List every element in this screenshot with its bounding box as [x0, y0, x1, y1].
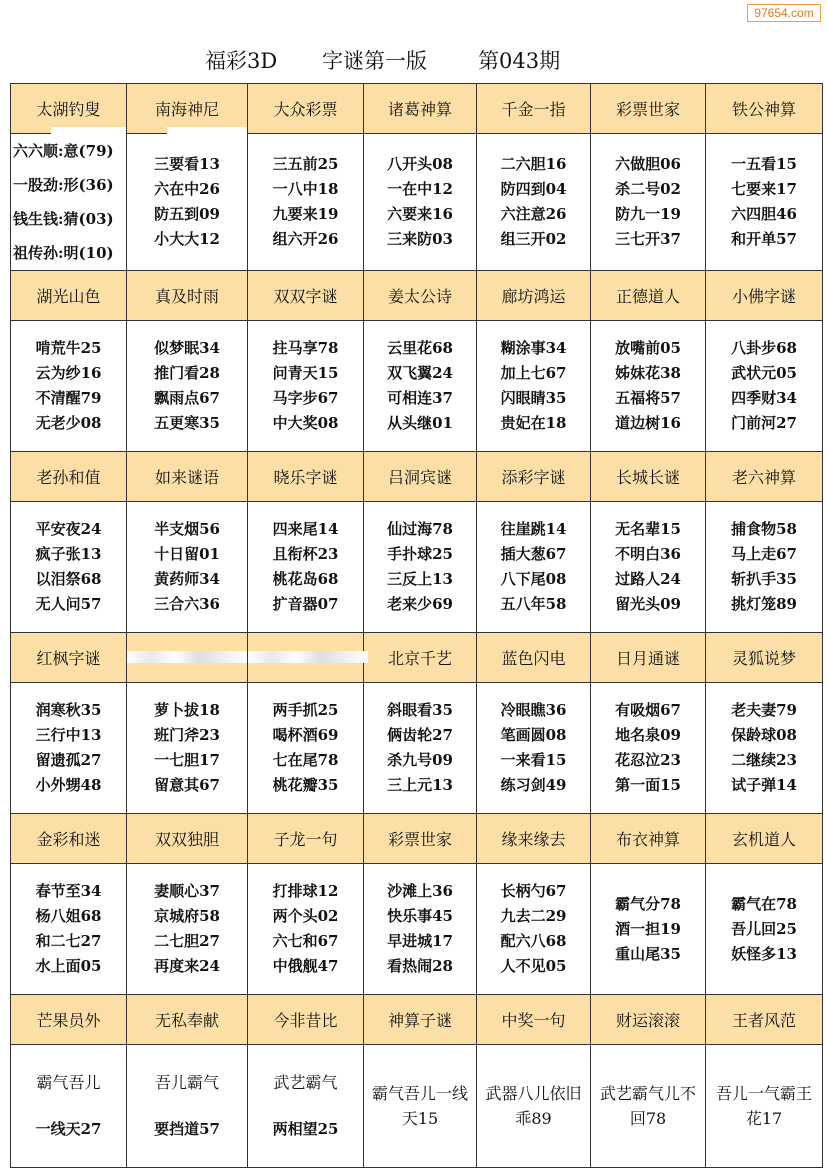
- riddle-line: 三行中13: [35, 726, 102, 744]
- riddle-cell: [477, 321, 591, 452]
- riddle-line: 二六胆16: [500, 155, 567, 173]
- riddle-line: 桃花岛68: [272, 570, 339, 588]
- riddle-cell: [364, 321, 477, 452]
- riddle-cell: [248, 683, 364, 814]
- riddle-line: 祖传孙:明(10): [13, 244, 114, 262]
- column-header: 双双字谜: [248, 271, 364, 321]
- riddle-line: 长柄勺67: [500, 882, 567, 900]
- column-header: 缘来缘去: [477, 814, 591, 864]
- column-header: 红枫字谜: [11, 633, 127, 683]
- column-header: 南海神尼: [127, 84, 248, 134]
- riddle-cell: [706, 1045, 823, 1168]
- column-header: 王者风范: [706, 995, 823, 1045]
- riddle-line: 加上七67: [500, 364, 567, 382]
- riddle-line: 试子弹14: [731, 776, 797, 794]
- riddle-line: 看热闹28: [387, 957, 453, 975]
- column-header: 廊坊鸿运: [477, 271, 591, 321]
- riddle-line: 似梦眠34: [154, 339, 220, 357]
- riddle-cell: [591, 134, 706, 271]
- riddle-line: 一在中12: [387, 180, 453, 198]
- riddle-cell: [11, 864, 127, 995]
- column-header: 子龙一句: [248, 814, 364, 864]
- column-header: 太湖钓叟: [11, 84, 127, 134]
- riddle-line: 两手抓25: [272, 701, 339, 719]
- riddle-cell: [477, 1045, 591, 1168]
- column-header: 双双独胆: [127, 814, 248, 864]
- column-header: 布衣神算: [591, 814, 706, 864]
- riddle-line: 老夫妻79: [731, 701, 797, 719]
- column-header: 长城长谜: [591, 452, 706, 502]
- riddle-line: 三七开37: [615, 230, 681, 248]
- title-issue: 第043期: [478, 49, 561, 73]
- riddle-line: 老来少69: [387, 595, 453, 613]
- riddle-line: 门前河27: [731, 414, 797, 432]
- header-row: [11, 995, 823, 1045]
- riddle-line: 拄马享78: [272, 339, 339, 357]
- riddle-line: 马字步67: [272, 389, 339, 407]
- riddle-cell: [127, 864, 248, 995]
- riddle-cell: [364, 864, 477, 995]
- riddle-line: 组六开26: [272, 230, 339, 248]
- riddle-line: 道边树16: [615, 414, 681, 432]
- riddle-line: 三反上13: [387, 570, 453, 588]
- riddle-line: 六要来16: [387, 205, 453, 223]
- smudge-mark: [51, 127, 126, 135]
- column-header: 财运滚滚: [591, 995, 706, 1045]
- riddle-line: 武器八儿依旧乖89: [485, 1084, 582, 1128]
- riddle-line: 人不见05: [500, 957, 567, 975]
- riddle-line: 中俄舰47: [272, 957, 339, 975]
- riddle-line: 八下尾08: [500, 570, 567, 588]
- column-header: 添彩字谜: [477, 452, 591, 502]
- riddle-cell: [706, 134, 823, 271]
- column-header: 金彩和迷: [11, 814, 127, 864]
- riddle-line: 从头继01: [387, 414, 453, 432]
- riddle-cell: [477, 864, 591, 995]
- column-header: 吕洞宾谜: [364, 452, 477, 502]
- riddle-line: 五更寒35: [154, 414, 220, 432]
- column-header: 大众彩票: [248, 84, 364, 134]
- column-header: 彩票世家: [364, 814, 477, 864]
- smudge-mark: [167, 127, 247, 135]
- riddle-line: 霸气吾儿一线天15: [371, 1084, 468, 1128]
- riddle-table: [10, 83, 823, 1168]
- riddle-line: 闪眼睛35: [500, 389, 567, 407]
- riddle-cell: [11, 1045, 127, 1168]
- column-header: 小佛字谜: [706, 271, 823, 321]
- column-header: 灵狐说梦: [706, 633, 823, 683]
- riddle-cell: [706, 502, 823, 633]
- column-header: 真及时雨: [127, 271, 248, 321]
- riddle-line: 练习剑49: [500, 776, 567, 794]
- riddle-line: 钱生钱:猜(03): [13, 210, 114, 228]
- riddle-cell: [706, 683, 823, 814]
- spacer: [248, 1095, 363, 1117]
- riddle-line: 不明白36: [615, 545, 681, 563]
- column-header: 蓝色闪电: [477, 633, 591, 683]
- riddle-row: [11, 321, 823, 452]
- riddle-line: 妖怪多13: [731, 944, 797, 963]
- riddle-line: 扩音器07: [272, 595, 339, 613]
- riddle-line: 二继续23: [731, 751, 797, 769]
- riddle-line: 九要来19: [272, 205, 339, 223]
- riddle-line: 京城府58: [154, 907, 220, 925]
- redacted-label: [127, 651, 247, 663]
- riddle-line: 推门看28: [154, 364, 220, 382]
- riddle-line: 春节至34: [35, 882, 102, 900]
- riddle-line: 五八年58: [500, 595, 567, 613]
- riddle-line: 以泪祭68: [35, 570, 102, 588]
- riddle-line: 三合六36: [154, 595, 220, 613]
- riddle-line: 四来尾14: [272, 520, 339, 538]
- riddle-line: 飘雨点67: [154, 389, 220, 407]
- riddle-cell: [364, 683, 477, 814]
- column-header: 芒果员外: [11, 995, 127, 1045]
- column-header: [248, 633, 364, 683]
- riddle-line: 酒一担19: [615, 919, 681, 938]
- riddle-line: 六在中26: [154, 180, 220, 198]
- riddle-line: 两相望25: [272, 1120, 339, 1138]
- column-header: 日月通谜: [591, 633, 706, 683]
- riddle-line: 第一面15: [615, 776, 681, 794]
- riddle-cell: [11, 683, 127, 814]
- column-header: 诸葛神算: [364, 84, 477, 134]
- riddle-line: 重山尾35: [615, 944, 681, 963]
- riddle-line: 小大大12: [154, 230, 220, 248]
- column-header: 正德道人: [591, 271, 706, 321]
- riddle-line: 黄药师34: [154, 570, 220, 588]
- riddle-line: 杨八姐68: [35, 907, 102, 925]
- riddle-row: [11, 502, 823, 633]
- riddle-cell: [364, 1045, 477, 1168]
- riddle-line: 杀九号09: [387, 751, 453, 769]
- riddle-cell: [591, 1045, 706, 1168]
- riddle-line: 防五到09: [154, 205, 220, 223]
- riddle-line: 冷眼瞧36: [500, 701, 567, 719]
- riddle-line: 八开头08: [387, 155, 453, 173]
- riddle-line: 云里花68: [387, 339, 453, 357]
- riddle-cell: [127, 502, 248, 633]
- riddle-cell: [591, 864, 706, 995]
- riddle-cell: [127, 321, 248, 452]
- riddle-line: 十日留01: [154, 545, 220, 563]
- title-lottery: 福彩3D: [205, 49, 278, 73]
- riddle-line: 手扑球25: [387, 545, 453, 563]
- riddle-line: 七在尾78: [272, 751, 339, 769]
- riddle-line: 一七胆17: [154, 751, 220, 769]
- riddle-line: 一股劲:形(36): [13, 176, 114, 194]
- riddle-line: 三五前25: [272, 155, 339, 173]
- riddle-line: 留意其67: [154, 776, 220, 794]
- riddle-line: 一八中18: [272, 180, 339, 198]
- riddle-line: 霸气在78: [731, 894, 797, 913]
- riddle-line: 九去二29: [500, 907, 567, 925]
- riddle-row: [11, 864, 823, 995]
- riddle-line: 六六顺:意(79): [13, 142, 114, 160]
- riddle-line: 和二七27: [35, 932, 102, 950]
- redacted-label: [248, 651, 368, 663]
- riddle-line: 斩扒手35: [731, 570, 797, 588]
- riddle-line: 早进城17: [387, 932, 453, 950]
- column-header: 姜太公诗: [364, 271, 477, 321]
- riddle-line: 三来防03: [387, 230, 453, 248]
- riddle-line: 过路人24: [615, 570, 681, 588]
- riddle-line: 杀二号02: [615, 180, 681, 198]
- column-header: 北京千艺: [364, 633, 477, 683]
- spacer: [127, 1095, 247, 1117]
- riddle-line: 六四胆46: [731, 205, 797, 223]
- watermark-logo: 97654.com: [747, 4, 821, 22]
- riddle-cell: [591, 683, 706, 814]
- riddle-line: 疯子张13: [35, 545, 102, 563]
- riddle-cell: [477, 134, 591, 271]
- riddle-line: 半支烟56: [154, 520, 220, 538]
- riddle-line: 吾儿一气霸王花17: [715, 1084, 812, 1128]
- riddle-line: 马上走67: [731, 545, 797, 563]
- riddle-row: [11, 683, 823, 814]
- column-header: 千金一指: [477, 84, 591, 134]
- riddle-cell: [127, 683, 248, 814]
- riddle-line: 配六八68: [500, 932, 567, 950]
- riddle-line: 保龄球08: [731, 726, 797, 744]
- riddle-line: 六七和67: [272, 932, 339, 950]
- riddle-line: 留光头09: [615, 595, 681, 613]
- header-row: [11, 452, 823, 502]
- riddle-cell: [11, 321, 127, 452]
- riddle-line: 六注意26: [500, 205, 567, 223]
- riddle-cell: [11, 134, 127, 271]
- riddle-cell: [248, 134, 364, 271]
- riddle-line: 无名辈15: [615, 520, 681, 538]
- riddle-line: 斜眼看35: [387, 701, 453, 719]
- riddle-line: 仙过海78: [387, 520, 453, 538]
- riddle-line: 防九一19: [615, 205, 681, 223]
- riddle-line: 六做胆06: [615, 155, 681, 173]
- column-header: 湖光山色: [11, 271, 127, 321]
- riddle-line: 往崖跳14: [500, 520, 567, 538]
- riddle-line: 吾儿霸气: [154, 1073, 219, 1092]
- riddle-line: 俩齿轮27: [387, 726, 453, 744]
- riddle-line: 再度来24: [154, 957, 220, 975]
- riddle-line: 插大葱67: [500, 545, 567, 563]
- riddle-line: 贵妃在18: [500, 414, 567, 432]
- riddle-line: 武状元05: [731, 364, 797, 382]
- header-row: [11, 84, 823, 134]
- column-header: 晓乐字谜: [248, 452, 364, 502]
- riddle-line: 水上面05: [35, 957, 102, 975]
- riddle-line: 八卦步68: [731, 339, 797, 357]
- riddle-line: 喝杯酒69: [272, 726, 339, 744]
- column-header: 中奖一句: [477, 995, 591, 1045]
- riddle-cell: [248, 864, 364, 995]
- riddle-line: 三上元13: [387, 776, 453, 794]
- riddle-cell: [364, 502, 477, 633]
- riddle-line: 花忍泣23: [615, 751, 681, 769]
- riddle-line: 一线天27: [35, 1120, 102, 1138]
- riddle-cell: [127, 134, 248, 271]
- riddle-line: 可相连37: [387, 389, 453, 407]
- riddle-line: 武艺霸气儿不回78: [599, 1084, 696, 1128]
- riddle-line: 二七胆27: [154, 932, 220, 950]
- riddle-line: 班门斧23: [154, 726, 220, 744]
- riddle-line: 打排球12: [272, 882, 339, 900]
- riddle-line: 沙滩上36: [387, 882, 453, 900]
- riddle-line: 小外甥48: [35, 776, 102, 794]
- riddle-cell: [477, 683, 591, 814]
- title-edition: 字谜第一版: [322, 49, 427, 73]
- riddle-line: 萝卜拔18: [154, 701, 220, 719]
- spacer: [11, 1095, 126, 1117]
- riddle-line: 地名泉09: [615, 726, 681, 744]
- riddle-line: 有吸烟67: [615, 701, 681, 719]
- riddle-line: 且衔杯23: [272, 545, 339, 563]
- riddle-line: 组三开02: [500, 230, 567, 248]
- riddle-line: 四季财34: [731, 389, 797, 407]
- riddle-line: 捕食物58: [731, 520, 797, 538]
- riddle-line: 放嘴前05: [615, 339, 681, 357]
- riddle-cell: [706, 321, 823, 452]
- riddle-line: 霸气吾儿: [36, 1073, 101, 1092]
- riddle-line: 姊妹花38: [615, 364, 681, 382]
- column-header: 彩票世家: [591, 84, 706, 134]
- riddle-line: 云为纱16: [35, 364, 102, 382]
- riddle-line: 一来看15: [500, 751, 567, 769]
- riddle-cell: [248, 502, 364, 633]
- riddle-line: 吾儿回25: [731, 919, 797, 938]
- riddle-line: 霸气分78: [615, 894, 681, 913]
- riddle-line: 妻顺心37: [154, 882, 220, 900]
- riddle-line: 一五看15: [731, 155, 797, 173]
- riddle-line: 两个头02: [272, 907, 339, 925]
- riddle-row: [11, 1045, 823, 1168]
- riddle-cell: [591, 502, 706, 633]
- header-row: [11, 633, 823, 683]
- riddle-line: 和开单57: [731, 230, 797, 248]
- column-header: 老六神算: [706, 452, 823, 502]
- riddle-line: 无老少08: [35, 414, 102, 432]
- column-header: 无私奉献: [127, 995, 248, 1045]
- riddle-line: 桃花瓣35: [272, 776, 339, 794]
- riddle-line: 无人问57: [35, 595, 102, 613]
- riddle-line: 武艺霸气: [273, 1073, 338, 1092]
- riddle-line: 七要来17: [731, 180, 797, 198]
- riddle-cell: [591, 321, 706, 452]
- column-header: 如来谜语: [127, 452, 248, 502]
- riddle-cell: [248, 321, 364, 452]
- riddle-line: 五福将57: [615, 389, 681, 407]
- riddle-cell: [127, 1045, 248, 1168]
- page-title: [0, 46, 827, 76]
- column-header: 玄机道人: [706, 814, 823, 864]
- riddle-line: 双飞翼24: [387, 364, 453, 382]
- header-row: [11, 814, 823, 864]
- riddle-line: 留遗孤27: [35, 751, 102, 769]
- riddle-line: 润寒秋35: [35, 701, 102, 719]
- riddle-line: 不清醒79: [35, 389, 102, 407]
- riddle-line: 快乐事45: [387, 907, 453, 925]
- riddle-cell: [477, 502, 591, 633]
- riddle-line: 问青天15: [272, 364, 339, 382]
- column-header: 神算子谜: [364, 995, 477, 1045]
- riddle-line: 啃荒牛25: [35, 339, 102, 357]
- column-header: 今非昔比: [248, 995, 364, 1045]
- riddle-line: 挑灯笼89: [731, 595, 797, 613]
- riddle-cell: [11, 502, 127, 633]
- riddle-cell: [248, 1045, 364, 1168]
- column-header: 铁公神算: [706, 84, 823, 134]
- riddle-row: [11, 134, 823, 271]
- column-header: 老孙和值: [11, 452, 127, 502]
- header-row: [11, 271, 823, 321]
- riddle-line: 糊涂事34: [500, 339, 567, 357]
- riddle-cell: [706, 864, 823, 995]
- riddle-line: 防四到04: [500, 180, 567, 198]
- riddle-line: 中大奖08: [272, 414, 339, 432]
- riddle-line: 平安夜24: [35, 520, 102, 538]
- column-header: [127, 633, 248, 683]
- riddle-cell: [364, 134, 477, 271]
- riddle-line: 笔画圆08: [500, 726, 567, 744]
- riddle-line: 要挡道57: [154, 1120, 220, 1138]
- riddle-line: 三要看13: [154, 155, 220, 173]
